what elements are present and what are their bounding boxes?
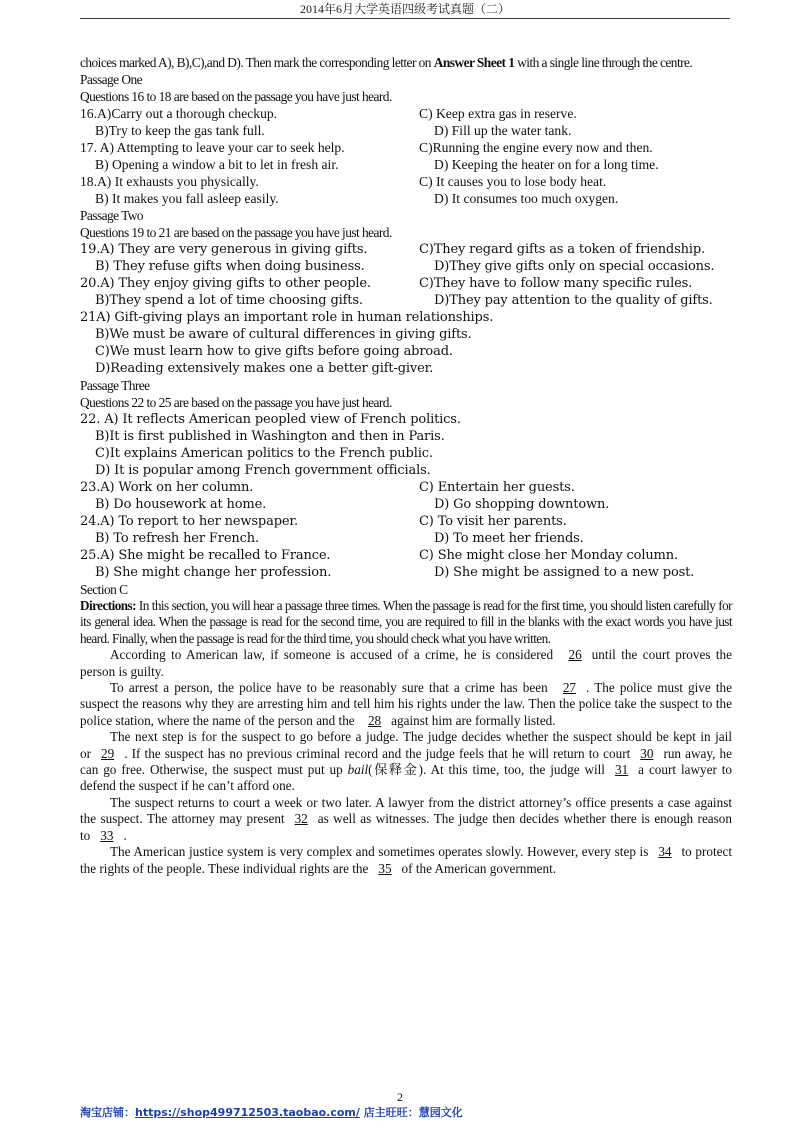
instruction-line	[80, 54, 732, 71]
blank-33: 33	[100, 827, 114, 843]
page-content	[80, 54, 732, 877]
option: 19.A) They are very generous in giving gifts.	[80, 242, 368, 257]
option-row	[80, 479, 732, 496]
option: 24.A) To report to her newspaper.	[80, 514, 299, 529]
text: To arrest a person, the police have to be reasonably sure that a crime has been	[110, 680, 553, 696]
paragraph	[80, 729, 732, 795]
intro-text-end: with a single line through the centre.	[514, 55, 693, 70]
option: D)Reading extensively makes one a better gift-giver.	[95, 361, 434, 376]
text: run away, he can go free. Otherwise, the suspect must put up	[80, 745, 732, 778]
option-row	[80, 530, 732, 547]
text: . If the suspect has no previous criminal record and the judge feels that he will return to court	[124, 745, 631, 761]
intro-text: choices marked A), B),C),and D). Then mark the corresponding letter on	[80, 55, 434, 70]
option-line	[80, 462, 732, 479]
option-row	[80, 496, 732, 513]
passage-title: Passage Three	[80, 378, 150, 393]
paragraph	[80, 795, 732, 844]
page-header: 2014年6月大学英语四级考试真题（二）	[80, 0, 730, 19]
option-line	[80, 343, 732, 360]
option: D)They pay attention to the quality of gifts.	[434, 293, 713, 308]
footer	[80, 1104, 463, 1120]
answer-sheet-label: Answer Sheet 1	[433, 55, 515, 70]
dictation-passage	[80, 647, 732, 877]
section-title: Section C	[80, 582, 128, 597]
questions-heading: Questions 22 to 25 are based on the passage you have just heard.	[80, 395, 392, 410]
option-row	[80, 173, 732, 190]
option: B) Opening a window a bit to let in fresh air.	[95, 157, 339, 172]
option-row	[80, 513, 732, 530]
option: D) It is popular among French government officials.	[95, 463, 431, 478]
paragraph	[80, 844, 732, 877]
option-line	[80, 360, 732, 377]
option-row	[80, 292, 732, 309]
option-line	[80, 445, 732, 462]
option: C) It causes you to lose body heat.	[419, 174, 607, 189]
text: . The police must give the suspect the reasons why they are arresting him and tell him his rights under the law. Then the police take the suspect to the police station, where the name of the person and the	[80, 680, 732, 728]
option: 18.A) It exhausts you physically.	[80, 174, 259, 189]
option-row	[80, 275, 732, 292]
paragraph	[80, 680, 732, 729]
text: to protect the rights of the people. These individual rights are the	[80, 844, 732, 876]
option-line	[80, 411, 732, 428]
text: The suspect returns to court a week or two later. A lawyer from the district attorney’s office presents a case against the suspect. The attorney may present	[80, 794, 732, 827]
blank-30: 30	[640, 745, 654, 761]
footer-shop: 店主旺旺：慧园文化	[359, 1106, 463, 1119]
option: B) Do housework at home.	[95, 497, 267, 512]
option: D) Keeping the heater on for a long time.	[434, 157, 659, 172]
option: C)They have to follow many specific rules.	[419, 276, 693, 291]
blank-32: 32	[294, 811, 308, 827]
option: C)It explains American politics to the French public.	[95, 446, 433, 461]
option: C) To visit her parents.	[419, 514, 567, 529]
blank-29: 29	[101, 745, 115, 761]
option-row	[80, 564, 732, 581]
text: According to American law, if someone is accused of a crime, he is considered	[110, 647, 559, 663]
option: D) Fill up the water tank.	[434, 123, 572, 138]
option: 17. A) Attempting to leave your car to seek help.	[80, 140, 345, 155]
blank-31: 31	[614, 762, 629, 778]
text: The next step is for the suspect to go before a judge. The judge decides whether the suspect should be kept in jail or	[80, 729, 732, 761]
option: D)They give gifts only on special occasions.	[434, 259, 715, 274]
directions	[80, 598, 732, 647]
option: 21A) Gift-giving plays an important role in human relationships.	[80, 310, 494, 325]
option: D) It consumes too much oxygen.	[434, 191, 619, 206]
text: .	[123, 827, 127, 843]
option: D) She might be assigned to a new post.	[434, 565, 695, 580]
option: B) It makes you fall asleep easily.	[95, 191, 279, 206]
italic-term: bail	[347, 762, 369, 778]
option-row	[80, 156, 732, 173]
option-line	[80, 309, 732, 326]
option: C)We must learn how to give gifts before going abroad.	[95, 344, 453, 359]
option-row	[80, 190, 732, 207]
text: until the court proves the person is guilty.	[80, 647, 732, 679]
blank-34: 34	[658, 844, 672, 860]
option: D) To meet her friends.	[434, 531, 584, 546]
option: B) They refuse gifts when doing business.	[95, 259, 365, 274]
option-line	[80, 326, 732, 343]
passage-title: Passage Two	[80, 208, 144, 223]
option-row	[80, 258, 732, 275]
option: B) She might change her profession.	[95, 565, 332, 580]
text: a court lawyer to defend the suspect if he can’t afford one.	[80, 762, 733, 794]
option: 22. A) It reflects American peopled view of French politics.	[80, 412, 461, 427]
option: 16.A)Carry out a thorough checkup.	[80, 106, 278, 121]
text: as well as witnesses. The judge then decides whether there is enough reason to	[80, 811, 732, 843]
option: B)They spend a lot of time choosing gifts.	[95, 293, 363, 308]
page-number: 2	[397, 1090, 403, 1104]
option: B)Try to keep the gas tank full.	[95, 123, 265, 138]
option: B)We must be aware of cultural differences in giving gifts.	[95, 327, 472, 342]
directions-text: In this section, you will hear a passage three times. When the passage is read for the first time, you should listen carefully for its general idea. When the passage is read for the second time, you are required to fill in the blanks with the exact words you have just heard. Finally, when the passage is read for the third time, you should check what you have written.	[80, 598, 732, 646]
text: against him are formally listed.	[391, 712, 556, 728]
blank-28: 28	[367, 712, 382, 728]
blank-35: 35	[378, 860, 392, 876]
option: 20.A) They enjoy giving gifts to other people.	[80, 276, 371, 291]
option-line	[80, 428, 732, 445]
text: of the American government.	[401, 860, 557, 876]
passage-title: Passage One	[80, 72, 143, 87]
option: C)They regard gifts as a token of friendship.	[419, 242, 706, 257]
option: 25.A) She might be recalled to France.	[80, 548, 331, 563]
text: The American justice system is very complex and sometimes operates slowly. However, every step is	[110, 844, 649, 860]
option-row	[80, 547, 732, 564]
option-row	[80, 139, 732, 156]
questions-heading: Questions 19 to 21 are based on the passage you have just heard.	[80, 225, 392, 240]
questions-heading: Questions 16 to 18 are based on the passage you have just heard.	[80, 89, 392, 104]
option-row	[80, 122, 732, 139]
paragraph	[80, 647, 732, 680]
option: C) She might close her Monday column.	[419, 548, 678, 563]
option: C) Keep extra gas in reserve.	[419, 106, 577, 121]
option-row	[80, 241, 732, 258]
blank-27: 27	[562, 680, 577, 696]
option: D) Go shopping downtown.	[434, 497, 610, 512]
shop-link[interactable]: https://shop499712503.taobao.com/	[135, 1106, 360, 1119]
option-row	[80, 105, 732, 122]
option: B)It is first published in Washington and then in Paris.	[95, 429, 445, 444]
directions-label: Directions:	[80, 598, 136, 613]
option: B) To refresh her French.	[95, 531, 259, 546]
option: C)Running the engine every now and then.	[419, 140, 653, 155]
option: C) Entertain her guests.	[419, 480, 575, 495]
footer-label: 淘宝店铺：	[80, 1106, 135, 1119]
text: (保释金). At this time, too, the judge will	[368, 762, 605, 778]
blank-26: 26	[568, 647, 582, 663]
option: 23.A) Work on her column.	[80, 480, 254, 495]
